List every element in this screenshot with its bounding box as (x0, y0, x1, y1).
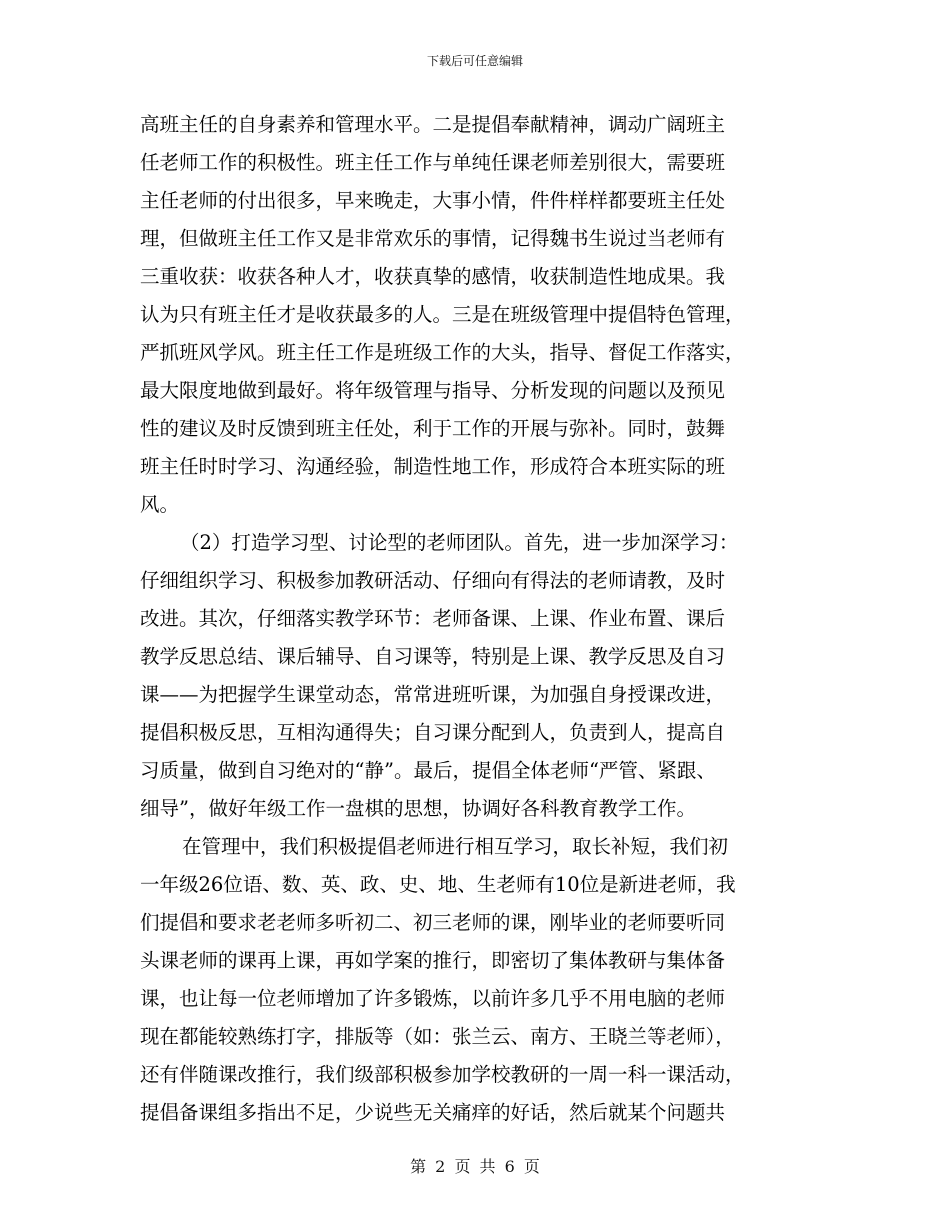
paragraph-start-line: （2）打造学习型、讨论型的老师团队。首先，进一步加深学习： (180, 531, 739, 554)
text-line: 最大限度地做到最好。将年级管理与指导、分析发现的问题以及预见 (140, 379, 726, 402)
text-line: 课，也让每一位老师增加了许多锻炼，以前许多几乎不用电脑的老师 (140, 987, 726, 1010)
text-line: 头课老师的课再上课，再如学案的推行，即密切了集体教研与集体备 (140, 949, 726, 972)
text-line: 性的建议及时反馈到班主任处，利于工作的开展与弥补。同时，鼓舞 (140, 417, 726, 440)
text-line: 高班主任的自身素养和管理水平。二是提倡奉献精神，调动广阔班主 (140, 113, 726, 136)
text-line: 班主任时时学习、沟通经验，制造性地工作，形成符合本班实际的班 (140, 455, 726, 478)
text-line: 严抓班风学风。班主任工作是班级工作的大头，指导、督促工作落实， (140, 341, 745, 364)
text-line: 三重收获：收获各种人才，收获真挚的感情，收获制造性地成果。我 (140, 265, 726, 288)
paragraph-start-line: 在管理中，我们积极提倡老师进行相互学习，取长补短，我们初 (182, 835, 729, 858)
text-line: 细导”，做好年级工作一盘棋的思想，协调好各科教育教学工作。 (140, 797, 696, 820)
text-line: 提倡积极反思，互相沟通得失；自习课分配到人，负责到人，提高自 (140, 721, 726, 744)
text-line: 课——为把握学生课堂动态，常常进班听课，为加强自身授课改进， (140, 683, 726, 706)
text-line: 教学反思总结、课后辅导、自习课等，特别是上课、教学反思及自习 (140, 645, 726, 668)
text-line: 任老师工作的积极性。班主任工作与单纯任课老师差别很大，需要班 (140, 151, 726, 174)
text-line: 认为只有班主任才是收获最多的人。三是在班级管理中提倡特色管理， (140, 303, 745, 326)
text-line: 还有伴随课改推行，我们级部积极参加学校教研的一周一科一课活动， (140, 1063, 745, 1086)
text-line: 改进。其次，仔细落实教学环节：老师备课、上课、作业布置、课后 (140, 607, 726, 630)
text-line: 主任老师的付出很多，早来晚走，大事小情，件件样样都要班主任处 (140, 189, 726, 212)
text-line: 现在都能较熟练打字，排版等（如：张兰云、南方、王晓兰等老师）， (140, 1025, 735, 1048)
text-line: 习质量，做到自习绝对的“静”。最后，提倡全体老师“严管、紧跟、 (140, 759, 716, 782)
text-line: 们提倡和要求老老师多听初二、初三老师的课，刚毕业的老师要听同 (140, 911, 726, 934)
page-number: 第 2 页 共 6 页 (410, 1157, 540, 1176)
text-line: 理，但做班主任工作又是非常欢乐的事情，记得魏书生说过当老师有 (140, 227, 726, 250)
page-header: 下载后可任意编辑 (426, 54, 523, 68)
text-line: 仔细组织学习、积极参加教研活动、仔细向有得法的老师请教，及时 (140, 569, 726, 592)
text-line: 一年级26位语、数、英、政、史、地、生老师有10位是新进老师，我 (140, 873, 736, 896)
text-line: 提倡备课组多指出不足，少说些无关痛痒的好话，然后就某个问题共 (140, 1101, 726, 1124)
text-line: 风。 (140, 493, 180, 516)
body-text (140, 106, 812, 1132)
